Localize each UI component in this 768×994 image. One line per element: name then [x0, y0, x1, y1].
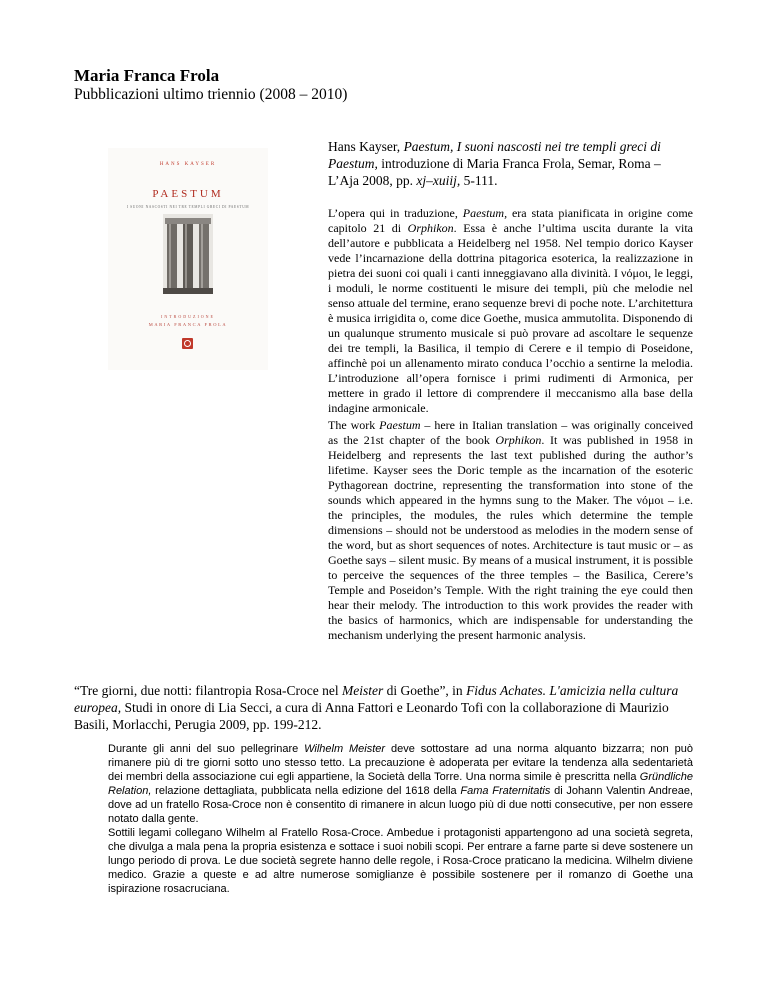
- temple-columns-photo: [163, 214, 213, 294]
- page-subtitle: Pubblicazioni ultimo triennio (2008 – 2010): [74, 86, 348, 103]
- publisher-logo-icon: [182, 338, 193, 349]
- publication-reference-2: “Tre giorni, due notti: filantropia Rosa-Croce nel Meister di Goethe”, in Fidus Achates. L'amicizia nella cultura europea, Studi in onore di Lia Secci, a cura di Anna Fattori e Leonardo Tofi con la collaborazione di Maurizio Basili, Morlacchi, Perugia 2009, pp. 199-212.: [74, 683, 679, 732]
- author-name: Maria Franca Frola: [74, 66, 220, 85]
- cover-subtitle: I SUONI NASCOSTI NEI TRE TEMPLI GRECI DI PAESTUM: [126, 205, 250, 209]
- cover-author: HANS KAYSER: [159, 162, 217, 167]
- publication-reference-1: Hans Kayser, Paestum, I suoni nascosti nei tre templi greci di Paestum, introduzione di Maria Franca Frola, Semar, Roma – L’Aja 2008, pp. xj–xuiij, 5-111.: [328, 139, 661, 188]
- abstract-goethe: Durante gli anni del suo pellegrinare Wilhelm Meister deve sottostare ad una norma alquanto bizzarra; non può rimanere più di tre giorni sotto uno stesso tetto. La precauzione è adoperata per evitare la tendenza alla sedentarietà dei membri della associazione cui egli appartiene, la Società della Torre. Una norma simile è prescritta nella Gründliche Relation, relazione dettagliata, pubblicata nella edizione del 1618 della Fama Fraternitatis di Johann Valentin Andreae, dove ad un fratello Rosa-Croce non è consentito di rimanere in alcun luogo più di due notti consecutive, per non essere notato dalla gente. Sottili legami collegano Wilhelm al Fratello Rosa-Croce. Ambedue i protagonisti appartengono ad una società segreta, che divulga a mala pena la propria esistenza e sottace i suoi nobili scopi. Per entrare a farne parte si deve sostenere un lungo periodo di prova. Le due società segrete hanno delle regole, i Rosa-Croce praticano la medicina. Wilhelm diviene medico. Grazie a queste e ad altre numerose somiglianze è possibile sostenere per il romanzo di Goethe una ispirazione rosacruciana.: [108, 743, 693, 895]
- book-cover-image: [108, 148, 268, 370]
- abstract-italian: L’opera qui in traduzione, Paestum, era stata pianificata in origine come capitolo 21 di Orphikon. Essa è anche l’ultima uscita durante la vita dell’autore e pubblicata a Heidelberg nel 1958. Nel tempio dorico Kayser vede l’incarnazione della dottrina pitagorica esoterica, la realizzazione in pietra dei suoni coi quali i canti inneggiavano alla divinità. I νόμοι, le leggi, i moduli, le norme costituenti le misure dei templi, più che melodie nel senso attuale del termine, erano sequenze brevi di poche note. L’architettura è musica irrigidita o, come dice Goethe, musica ammutolita. Disponendo di un qualunque strumento musicale si può provare ad ascoltare le sequenze dei tre templi, la Basilica, il tempio di Cerere e il tempio di Poseidone, affinchè poi un allenamento mirato conduca l’occhio a sentirne la melodia. L’introduzione all’opera fornisce i primi rudimenti di Armonica, per mettere in grado il lettore di comprendere il meccanismo alla base della indagine armonicale.: [328, 206, 693, 415]
- cover-intro-label: INTRODUZIONE: [161, 314, 215, 319]
- cover-title: PAESTUM: [152, 188, 224, 200]
- cover-editor: MARIA FRANCA FROLA: [148, 322, 228, 327]
- abstract-english: The work Paestum – here in Italian translation – was originally conceived as the 21st chapter of the book Orphikon. It was published in 1958 in Heidelberg and represents the last text published during the author’s lifetime. Kayser sees the Doric temple as the incarnation of the esoteric Pythagorean doctrine, representing the transformation into stone of the sounds which appeared in the hymns sung to the Maker. The νόμοι – i.e. the principles, the modules, the rules which determine the temple dimensions – should not be understood as melodies in the modern sense of the word, but as short sequences of notes. Architecture is taut music or – as Goethe says – silent music. By means of a musical instrument, it is possible to perceive the sequences of the three temples – the Basilica, Cerere’s Temple and Poseidon’s Temple. With the right training the eye could then hear their melody. The introduction to this work provides the reader with the basics of harmonics, which are indispensable for understanding the mechanism underlying the present harmonic analysis.: [328, 418, 693, 642]
